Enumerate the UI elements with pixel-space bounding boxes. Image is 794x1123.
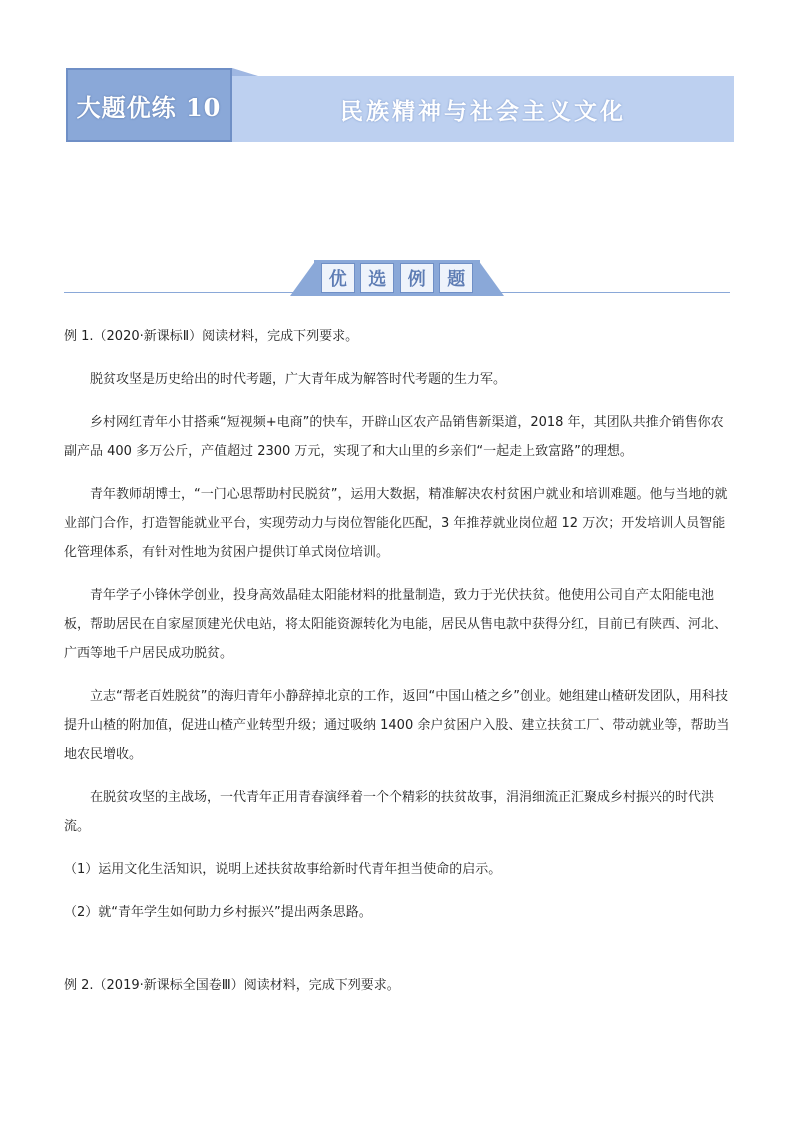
material-paragraph: 立志“帮老百姓脱贫”的海归青年小静辞掉北京的工作，返回“中国山楂之乡”创业。她组建山楂研发团队，用科技提升山楂的附加值，促进山楂产业转型升级；通过吸纳 1400 余户贫困户入股、建立扶贫工厂、带动就业等，帮助当地农民增收。 — [64, 689, 730, 762]
header-label: 大题优练 10 — [76, 92, 222, 122]
spacer — [64, 927, 734, 971]
page-title: 民族精神与社会主义文化 — [340, 97, 626, 125]
question-item: （1）运用文化生活知识，说明上述扶贫故事给新时代青年担当使命的启示。 — [64, 862, 502, 877]
example-2-heading: 例 2.（2019·新课标全国卷Ⅲ）阅读材料，完成下列要求。 — [64, 978, 400, 993]
document-body — [64, 322, 734, 1000]
material-paragraph: 脱贫攻坚是历史给出的时代考题，广大青年成为解答时代考题的生力军。 — [90, 372, 507, 387]
section-char: 优 — [321, 263, 355, 293]
section-label-body — [314, 260, 480, 296]
material-paragraph: 乡村网红青年小甘搭乘“短视频+电商”的快车，开辟山区农产品销售新渠道，2018 年，其团队共推介销售你农副产品 400 多万公斤，产值超过 2300 万元，实现了和大山里的乡亲们“一起走上致富路”的理想。 — [64, 415, 724, 459]
section-label-left-wing — [290, 260, 316, 296]
header-label-box — [66, 68, 232, 142]
banner-notch — [232, 68, 258, 76]
section-char: 例 — [400, 263, 434, 293]
section-char: 选 — [360, 263, 394, 293]
section-label — [290, 258, 504, 296]
example-1-heading: 例 1.（2020·新课标Ⅱ）阅读材料，完成下列要求。 — [64, 329, 359, 344]
header-title-box — [232, 76, 734, 142]
material-paragraph: 在脱贫攻坚的主战场，一代青年正用青春演绎着一个个精彩的扶贫故事，涓涓细流正汇聚成乡村振兴的时代洪流。 — [64, 790, 715, 834]
header-banner — [66, 68, 736, 144]
question-item: （2）就“青年学生如何助力乡村振兴”提出两条思路。 — [64, 905, 372, 920]
section-label-right-wing — [478, 260, 504, 296]
material-paragraph: 青年教师胡博士，“一门心思帮助村民脱贫”，运用大数据，精准解决农村贫困户就业和培训难题。他与当地的就业部门合作，打造智能就业平台，实现劳动力与岗位智能化匹配，3 年推荐就业岗位超 12 万次；开发培训人员智能化管理体系，有针对性地为贫困户提供订单式岗位培训。 — [64, 487, 728, 560]
section-char: 题 — [439, 263, 473, 293]
material-paragraph: 青年学子小锋休学创业，投身高效晶硅太阳能材料的批量制造，致力于光伏扶贫。他使用公司自产太阳能电池板，帮助居民在自家屋顶建光伏电站，将太阳能资源转化为电能，居民从售电款中获得分红，目前已有陕西、河北、广西等地千户居民成功脱贫。 — [64, 588, 728, 661]
